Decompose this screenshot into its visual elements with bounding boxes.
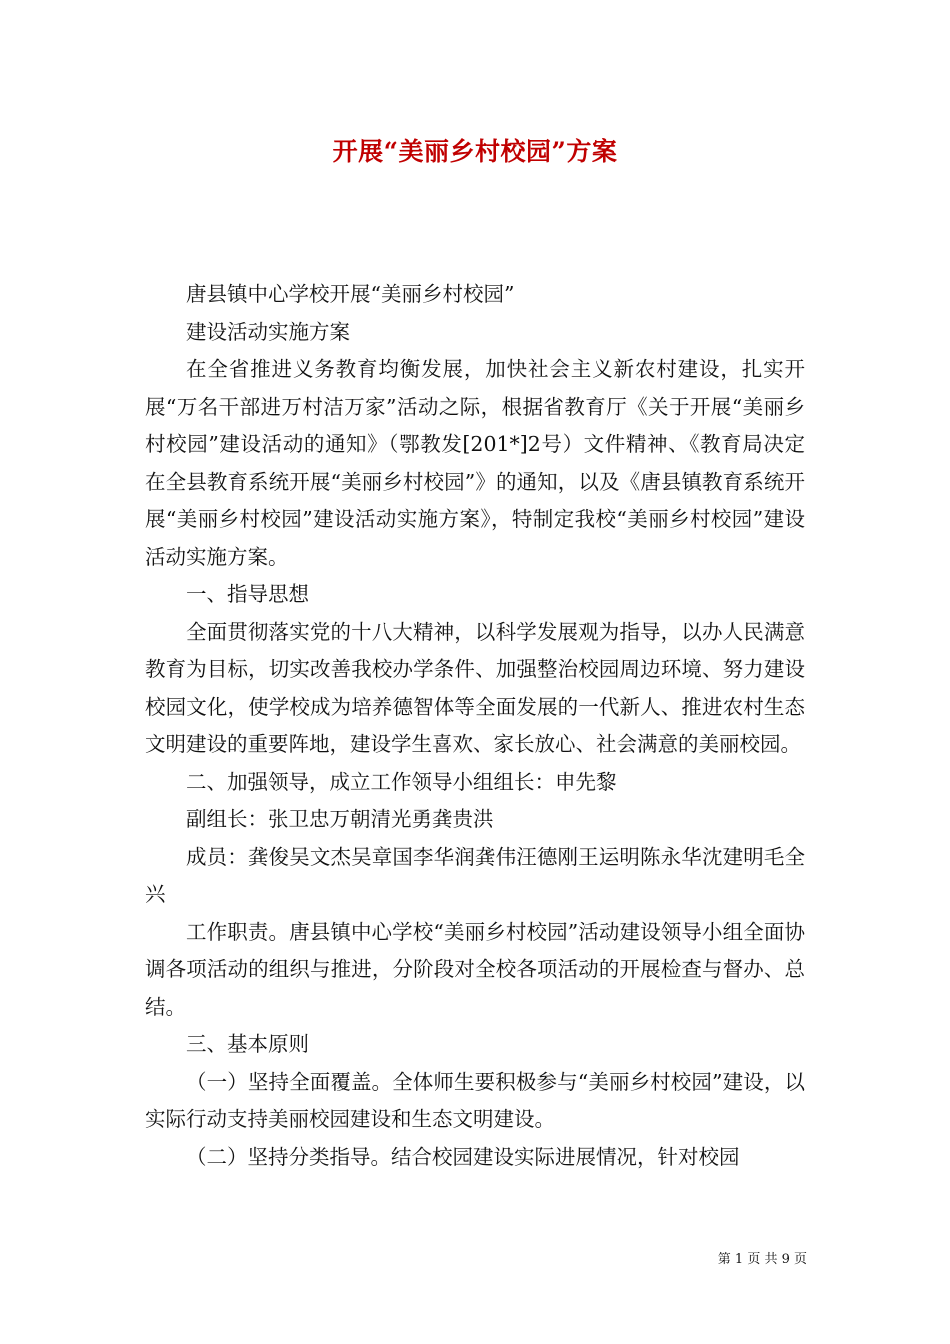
document-title: 开展“美丽乡村校园”方案 xyxy=(332,137,618,166)
paragraph-principle-2: （二）坚持分类指导。结合校园建设实际进展情况，针对校园 xyxy=(186,1144,740,1169)
paragraph-members: 成员：龚俊吴文杰吴章国李华润龚伟汪德刚王运明陈永华沈建明毛全兴 xyxy=(145,844,805,906)
page-number-footer: 第 1 页 共 9 页 xyxy=(717,1252,807,1267)
paragraph-guiding-thought: 全面贯彻落实党的十八大精神，以科学发展观为指导，以办人民满意教育为目标，切实改善我校办学条件、加强整治校园周边环境、努力建设校园文化，使学校成为培养德智体等全面发展的一代新人、推进农村生态文明建设的重要阵地，建设学生喜欢、家长放心、社会满意的美丽校园。 xyxy=(145,619,805,756)
document-body xyxy=(145,276,805,1176)
paragraph-duties: 工作职责。唐县镇中心学校“美丽乡村校园”活动建设领导小组全面协调各项活动的组织与推进，分阶段对全校各项活动的开展检查与督办、总结。 xyxy=(145,919,805,1019)
section-heading-guiding-thought: 一、指导思想 xyxy=(186,582,309,606)
section-heading-leadership: 二、加强领导，成立工作领导小组组长：申先黎 xyxy=(186,769,617,794)
paragraph-heading-line-1: 唐县镇中心学校开展“美丽乡村校园” xyxy=(186,282,515,306)
paragraph-principle-1: （一）坚持全面覆盖。全体师生要积极参与“美丽乡村校园”建设，以实际行动支持美丽校园建设和生态文明建设。 xyxy=(145,1069,805,1131)
paragraph-intro: 在全省推进义务教育均衡发展，加快社会主义新农村建设，扎实开展“万名干部进万村洁万家”活动之际，根据省教育厅《关于开展“美丽乡村校园”建设活动的通知》（鄂教发[201*]2号）文件精神、《教育局决定在全县教育系统开展“美丽乡村校园”》的通知，以及《唐县镇教育系统开展“美丽乡村校园”建设活动实施方案》，特制定我校“美丽乡村校园”建设活动实施方案。 xyxy=(145,357,805,569)
section-heading-principles: 三、基本原则 xyxy=(186,1032,309,1056)
paragraph-heading-line-2: 建设活动实施方案 xyxy=(186,319,350,344)
paragraph-deputy-leaders: 副组长：张卫忠万朝清光勇龚贵洪 xyxy=(186,807,494,831)
